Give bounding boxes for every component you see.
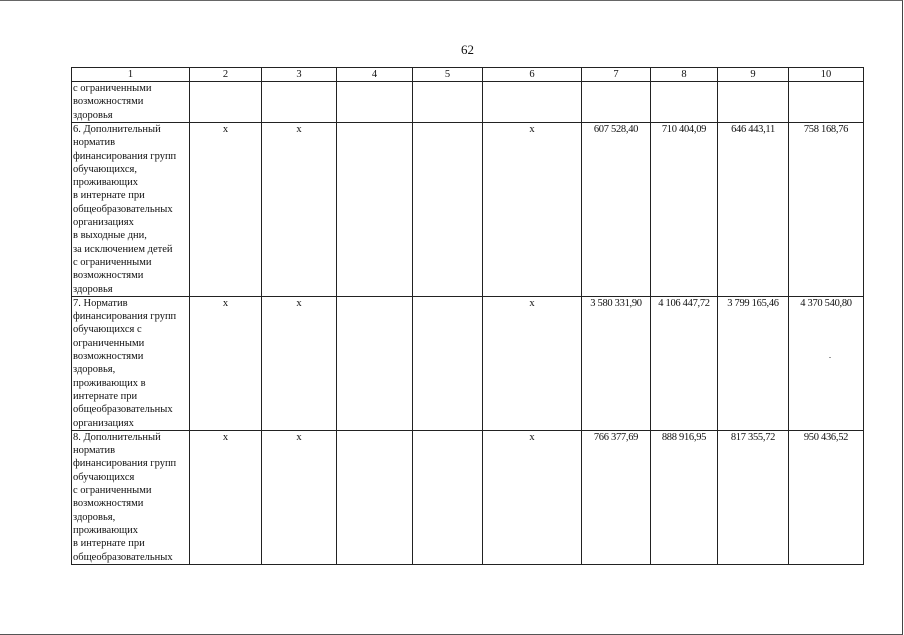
table-cell — [337, 82, 413, 123]
table-cell — [190, 82, 262, 123]
table-cell: 4 106 447,72 — [651, 296, 718, 430]
table-cell: 607 528,40 — [582, 123, 651, 297]
col-header: 8 — [651, 68, 718, 82]
table-cell: 888 916,95 — [651, 430, 718, 564]
table-cell — [262, 82, 337, 123]
table-cell: х — [190, 430, 262, 564]
table-cell — [651, 82, 718, 123]
row-name-cell: 8. Дополнительный норматив финансирования групп обучающихся с ограниченными возможностями здоровья, проживающих в интернате при общеобразовательных — [72, 430, 190, 564]
col-header: 7 — [582, 68, 651, 82]
table-row — [72, 82, 864, 123]
table-cell — [483, 82, 582, 123]
table-cell: 817 355,72 — [718, 430, 789, 564]
col-header: 4 — [337, 68, 413, 82]
table-cell: х — [190, 296, 262, 430]
table-row — [72, 296, 864, 430]
table-cell: х — [262, 296, 337, 430]
col-header: 2 — [190, 68, 262, 82]
table-cell — [337, 296, 413, 430]
norms-table — [71, 67, 864, 565]
row-name-cell: с ограниченными возможностями здоровья — [72, 82, 190, 123]
table-cell: х — [262, 430, 337, 564]
table-cell — [413, 82, 483, 123]
table-cell: х — [483, 430, 582, 564]
row-name-cell: 7. Норматив финансирования групп обучающихся с ограниченными возможностями здоровья, проживающих в интернате при общеобразовательных организациях — [72, 296, 190, 430]
col-header: 1 — [72, 68, 190, 82]
col-header: 10 — [789, 68, 864, 82]
table-cell: х — [262, 123, 337, 297]
table-cell: 3 799 165,46 — [718, 296, 789, 430]
header-row — [72, 68, 864, 82]
table-cell: х — [483, 296, 582, 430]
col-header: 3 — [262, 68, 337, 82]
row-name-cell: 6. Дополнительный норматив финансирования групп обучающихся, проживающих в интернате при общеобразовательных организациях в выходные дни, за исключением детей с ограниченными возможностями здоровья — [72, 123, 190, 297]
table-cell: 3 580 331,90 — [582, 296, 651, 430]
table-row — [72, 123, 864, 297]
table-cell: 4 370 540,80 — [789, 296, 864, 430]
table-cell — [413, 123, 483, 297]
table-cell: х — [190, 123, 262, 297]
scan-speck — [829, 357, 831, 358]
table-cell: х — [483, 123, 582, 297]
col-header: 9 — [718, 68, 789, 82]
page-number: 62 — [461, 42, 474, 57]
col-header: 5 — [413, 68, 483, 82]
table-cell — [337, 123, 413, 297]
table-cell: 710 404,09 — [651, 123, 718, 297]
table-cell: 758 168,76 — [789, 123, 864, 297]
table-cell — [718, 82, 789, 123]
table-cell — [337, 430, 413, 564]
col-header: 6 — [483, 68, 582, 82]
table-cell: 950 436,52 — [789, 430, 864, 564]
table-cell — [413, 296, 483, 430]
table-cell — [582, 82, 651, 123]
table-cell: 646 443,11 — [718, 123, 789, 297]
table-cell — [413, 430, 483, 564]
table-row — [72, 430, 864, 564]
table-cell: 766 377,69 — [582, 430, 651, 564]
table-cell — [789, 82, 864, 123]
